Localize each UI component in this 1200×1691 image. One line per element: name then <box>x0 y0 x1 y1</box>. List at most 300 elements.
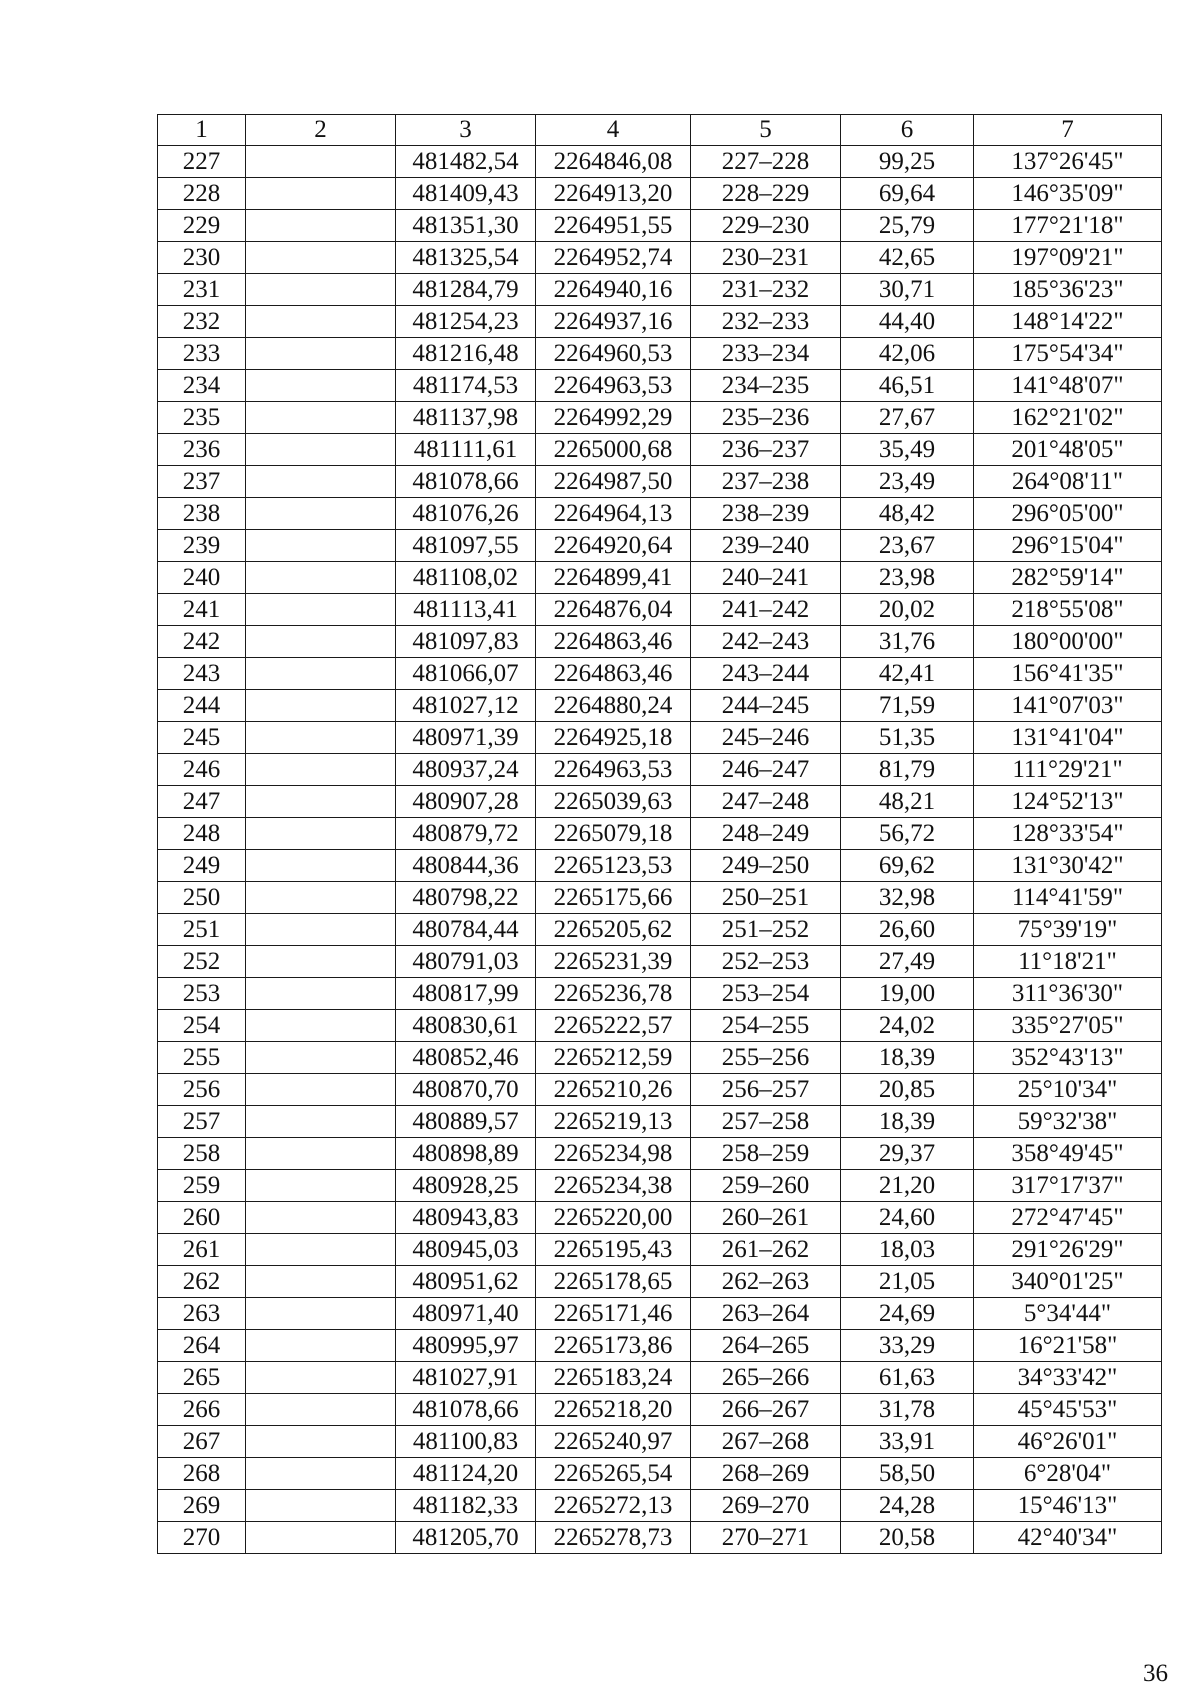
table-row <box>158 146 1162 178</box>
point-number-cell: 232 <box>158 306 246 338</box>
point-number-cell: 245 <box>158 722 246 754</box>
point-number-cell: 257 <box>158 1106 246 1138</box>
length-cell: 58,50 <box>841 1458 974 1490</box>
blank-cell <box>246 1010 396 1042</box>
y-coordinate-cell: 2265234,98 <box>536 1138 691 1170</box>
segment-cell: 269–270 <box>691 1490 841 1522</box>
table-row <box>158 1426 1162 1458</box>
point-number-cell: 254 <box>158 1010 246 1042</box>
blank-cell <box>246 370 396 402</box>
segment-cell: 239–240 <box>691 530 841 562</box>
segment-cell: 236–237 <box>691 434 841 466</box>
blank-cell <box>246 146 396 178</box>
x-coordinate-cell: 481097,55 <box>396 530 536 562</box>
y-coordinate-cell: 2264963,53 <box>536 370 691 402</box>
blank-cell <box>246 402 396 434</box>
x-coordinate-cell: 481076,26 <box>396 498 536 530</box>
table-row <box>158 1298 1162 1330</box>
x-coordinate-cell: 480852,46 <box>396 1042 536 1074</box>
segment-cell: 254–255 <box>691 1010 841 1042</box>
x-coordinate-cell: 480995,97 <box>396 1330 536 1362</box>
blank-cell <box>246 1394 396 1426</box>
y-coordinate-cell: 2264920,64 <box>536 530 691 562</box>
bearing-cell: 5°34'44" <box>974 1298 1162 1330</box>
table-row <box>158 242 1162 274</box>
bearing-cell: 146°35'09" <box>974 178 1162 210</box>
point-number-cell: 231 <box>158 274 246 306</box>
y-coordinate-cell: 2265236,78 <box>536 978 691 1010</box>
x-coordinate-cell: 481205,70 <box>396 1522 536 1554</box>
bearing-cell: 175°54'34" <box>974 338 1162 370</box>
length-cell: 69,64 <box>841 178 974 210</box>
point-number-cell: 269 <box>158 1490 246 1522</box>
segment-cell: 266–267 <box>691 1394 841 1426</box>
table-row <box>158 850 1162 882</box>
length-cell: 18,03 <box>841 1234 974 1266</box>
point-number-cell: 264 <box>158 1330 246 1362</box>
blank-cell <box>246 1522 396 1554</box>
blank-cell <box>246 1138 396 1170</box>
x-coordinate-cell: 481100,83 <box>396 1426 536 1458</box>
blank-cell <box>246 1330 396 1362</box>
segment-cell: 233–234 <box>691 338 841 370</box>
segment-cell: 242–243 <box>691 626 841 658</box>
blank-cell <box>246 1490 396 1522</box>
table-row <box>158 946 1162 978</box>
x-coordinate-cell: 481254,23 <box>396 306 536 338</box>
segment-cell: 255–256 <box>691 1042 841 1074</box>
table-row <box>158 786 1162 818</box>
bearing-cell: 131°30'42" <box>974 850 1162 882</box>
segment-cell: 245–246 <box>691 722 841 754</box>
point-number-cell: 266 <box>158 1394 246 1426</box>
bearing-cell: 201°48'05" <box>974 434 1162 466</box>
segment-cell: 249–250 <box>691 850 841 882</box>
length-cell: 44,40 <box>841 306 974 338</box>
x-coordinate-cell: 481078,66 <box>396 1394 536 1426</box>
table-row <box>158 1074 1162 1106</box>
x-coordinate-cell: 480971,39 <box>396 722 536 754</box>
segment-cell: 270–271 <box>691 1522 841 1554</box>
blank-cell <box>246 210 396 242</box>
table-row <box>158 1234 1162 1266</box>
table-row <box>158 1394 1162 1426</box>
bearing-cell: 156°41'35" <box>974 658 1162 690</box>
x-coordinate-cell: 480937,24 <box>396 754 536 786</box>
table-body <box>158 146 1162 1554</box>
blank-cell <box>246 338 396 370</box>
x-coordinate-cell: 481027,12 <box>396 690 536 722</box>
length-cell: 31,76 <box>841 626 974 658</box>
point-number-cell: 238 <box>158 498 246 530</box>
length-cell: 81,79 <box>841 754 974 786</box>
length-cell: 35,49 <box>841 434 974 466</box>
x-coordinate-cell: 480907,28 <box>396 786 536 818</box>
table-row <box>158 210 1162 242</box>
y-coordinate-cell: 2264899,41 <box>536 562 691 594</box>
length-cell: 19,00 <box>841 978 974 1010</box>
table-row <box>158 1202 1162 1234</box>
point-number-cell: 262 <box>158 1266 246 1298</box>
length-cell: 51,35 <box>841 722 974 754</box>
x-coordinate-cell: 480951,62 <box>396 1266 536 1298</box>
length-cell: 48,42 <box>841 498 974 530</box>
length-cell: 29,37 <box>841 1138 974 1170</box>
bearing-cell: 340°01'25" <box>974 1266 1162 1298</box>
segment-cell: 267–268 <box>691 1426 841 1458</box>
length-cell: 69,62 <box>841 850 974 882</box>
length-cell: 20,02 <box>841 594 974 626</box>
segment-cell: 258–259 <box>691 1138 841 1170</box>
y-coordinate-cell: 2265123,53 <box>536 850 691 882</box>
bearing-cell: 317°17'37" <box>974 1170 1162 1202</box>
y-coordinate-cell: 2264846,08 <box>536 146 691 178</box>
blank-cell <box>246 466 396 498</box>
segment-cell: 252–253 <box>691 946 841 978</box>
y-coordinate-cell: 2264992,29 <box>536 402 691 434</box>
table-row <box>158 1138 1162 1170</box>
table-row <box>158 1266 1162 1298</box>
point-number-cell: 268 <box>158 1458 246 1490</box>
point-number-cell: 259 <box>158 1170 246 1202</box>
length-cell: 23,98 <box>841 562 974 594</box>
y-coordinate-cell: 2265210,26 <box>536 1074 691 1106</box>
segment-cell: 257–258 <box>691 1106 841 1138</box>
column-header: 7 <box>974 115 1162 146</box>
y-coordinate-cell: 2264940,16 <box>536 274 691 306</box>
x-coordinate-cell: 480889,57 <box>396 1106 536 1138</box>
point-number-cell: 236 <box>158 434 246 466</box>
segment-cell: 244–245 <box>691 690 841 722</box>
x-coordinate-cell: 481174,53 <box>396 370 536 402</box>
segment-cell: 229–230 <box>691 210 841 242</box>
x-coordinate-cell: 481182,33 <box>396 1490 536 1522</box>
blank-cell <box>246 1298 396 1330</box>
segment-cell: 246–247 <box>691 754 841 786</box>
y-coordinate-cell: 2265265,54 <box>536 1458 691 1490</box>
point-number-cell: 239 <box>158 530 246 562</box>
table-row <box>158 306 1162 338</box>
length-cell: 33,29 <box>841 1330 974 1362</box>
point-number-cell: 242 <box>158 626 246 658</box>
length-cell: 20,85 <box>841 1074 974 1106</box>
y-coordinate-cell: 2264863,46 <box>536 626 691 658</box>
table-row <box>158 818 1162 850</box>
x-coordinate-cell: 481111,61 <box>396 434 536 466</box>
bearing-cell: 131°41'04" <box>974 722 1162 754</box>
blank-cell <box>246 690 396 722</box>
point-number-cell: 237 <box>158 466 246 498</box>
length-cell: 71,59 <box>841 690 974 722</box>
point-number-cell: 270 <box>158 1522 246 1554</box>
segment-cell: 253–254 <box>691 978 841 1010</box>
length-cell: 25,79 <box>841 210 974 242</box>
bearing-cell: 124°52'13" <box>974 786 1162 818</box>
bearing-cell: 46°26'01" <box>974 1426 1162 1458</box>
blank-cell <box>246 754 396 786</box>
bearing-cell: 148°14'22" <box>974 306 1162 338</box>
segment-cell: 241–242 <box>691 594 841 626</box>
table-row <box>158 1042 1162 1074</box>
bearing-cell: 358°49'45" <box>974 1138 1162 1170</box>
length-cell: 24,60 <box>841 1202 974 1234</box>
point-number-cell: 258 <box>158 1138 246 1170</box>
blank-cell <box>246 274 396 306</box>
length-cell: 18,39 <box>841 1106 974 1138</box>
point-number-cell: 234 <box>158 370 246 402</box>
y-coordinate-cell: 2265205,62 <box>536 914 691 946</box>
blank-cell <box>246 1074 396 1106</box>
x-coordinate-cell: 480784,44 <box>396 914 536 946</box>
point-number-cell: 251 <box>158 914 246 946</box>
y-coordinate-cell: 2264876,04 <box>536 594 691 626</box>
y-coordinate-cell: 2265220,00 <box>536 1202 691 1234</box>
length-cell: 27,49 <box>841 946 974 978</box>
segment-cell: 250–251 <box>691 882 841 914</box>
y-coordinate-cell: 2264937,16 <box>536 306 691 338</box>
length-cell: 24,28 <box>841 1490 974 1522</box>
length-cell: 31,78 <box>841 1394 974 1426</box>
blank-cell <box>246 1202 396 1234</box>
column-header: 5 <box>691 115 841 146</box>
point-number-cell: 250 <box>158 882 246 914</box>
segment-cell: 231–232 <box>691 274 841 306</box>
point-number-cell: 240 <box>158 562 246 594</box>
segment-cell: 228–229 <box>691 178 841 210</box>
x-coordinate-cell: 481325,54 <box>396 242 536 274</box>
y-coordinate-cell: 2264951,55 <box>536 210 691 242</box>
blank-cell <box>246 658 396 690</box>
segment-cell: 227–228 <box>691 146 841 178</box>
y-coordinate-cell: 2265231,39 <box>536 946 691 978</box>
x-coordinate-cell: 480830,61 <box>396 1010 536 1042</box>
length-cell: 42,06 <box>841 338 974 370</box>
x-coordinate-cell: 481066,07 <box>396 658 536 690</box>
x-coordinate-cell: 481097,83 <box>396 626 536 658</box>
blank-cell <box>246 1362 396 1394</box>
length-cell: 26,60 <box>841 914 974 946</box>
length-cell: 99,25 <box>841 146 974 178</box>
bearing-cell: 128°33'54" <box>974 818 1162 850</box>
y-coordinate-cell: 2265171,46 <box>536 1298 691 1330</box>
table-row <box>158 722 1162 754</box>
x-coordinate-cell: 480971,40 <box>396 1298 536 1330</box>
blank-cell <box>246 242 396 274</box>
table-row <box>158 1522 1162 1554</box>
y-coordinate-cell: 2264960,53 <box>536 338 691 370</box>
y-coordinate-cell: 2265218,20 <box>536 1394 691 1426</box>
y-coordinate-cell: 2264952,74 <box>536 242 691 274</box>
point-number-cell: 230 <box>158 242 246 274</box>
table-row <box>158 370 1162 402</box>
y-coordinate-cell: 2265173,86 <box>536 1330 691 1362</box>
x-coordinate-cell: 481124,20 <box>396 1458 536 1490</box>
segment-cell: 234–235 <box>691 370 841 402</box>
blank-cell <box>246 1266 396 1298</box>
x-coordinate-cell: 480817,99 <box>396 978 536 1010</box>
table-row <box>158 1106 1162 1138</box>
segment-cell: 264–265 <box>691 1330 841 1362</box>
point-number-cell: 249 <box>158 850 246 882</box>
bearing-cell: 180°00'00" <box>974 626 1162 658</box>
y-coordinate-cell: 2264863,46 <box>536 658 691 690</box>
point-number-cell: 265 <box>158 1362 246 1394</box>
point-number-cell: 235 <box>158 402 246 434</box>
segment-cell: 261–262 <box>691 1234 841 1266</box>
bearing-cell: 137°26'45" <box>974 146 1162 178</box>
y-coordinate-cell: 2265278,73 <box>536 1522 691 1554</box>
length-cell: 24,02 <box>841 1010 974 1042</box>
blank-cell <box>246 306 396 338</box>
point-number-cell: 255 <box>158 1042 246 1074</box>
column-header: 6 <box>841 115 974 146</box>
bearing-cell: 42°40'34" <box>974 1522 1162 1554</box>
blank-cell <box>246 722 396 754</box>
segment-cell: 256–257 <box>691 1074 841 1106</box>
point-number-cell: 233 <box>158 338 246 370</box>
length-cell: 56,72 <box>841 818 974 850</box>
length-cell: 24,69 <box>841 1298 974 1330</box>
x-coordinate-cell: 480945,03 <box>396 1234 536 1266</box>
page-number: 36 <box>1143 1660 1168 1687</box>
point-number-cell: 267 <box>158 1426 246 1458</box>
y-coordinate-cell: 2265183,24 <box>536 1362 691 1394</box>
bearing-cell: 311°36'30" <box>974 978 1162 1010</box>
blank-cell <box>246 562 396 594</box>
header-row <box>158 115 1162 146</box>
table-row <box>158 1170 1162 1202</box>
length-cell: 61,63 <box>841 1362 974 1394</box>
y-coordinate-cell: 2265175,66 <box>536 882 691 914</box>
y-coordinate-cell: 2265195,43 <box>536 1234 691 1266</box>
segment-cell: 232–233 <box>691 306 841 338</box>
table-row <box>158 1330 1162 1362</box>
bearing-cell: 197°09'21" <box>974 242 1162 274</box>
segment-cell: 235–236 <box>691 402 841 434</box>
y-coordinate-cell: 2264987,50 <box>536 466 691 498</box>
bearing-cell: 25°10'34" <box>974 1074 1162 1106</box>
segment-cell: 243–244 <box>691 658 841 690</box>
segment-cell: 260–261 <box>691 1202 841 1234</box>
column-header: 2 <box>246 115 396 146</box>
point-number-cell: 228 <box>158 178 246 210</box>
y-coordinate-cell: 2265219,13 <box>536 1106 691 1138</box>
x-coordinate-cell: 480870,70 <box>396 1074 536 1106</box>
length-cell: 32,98 <box>841 882 974 914</box>
y-coordinate-cell: 2264925,18 <box>536 722 691 754</box>
table-row <box>158 658 1162 690</box>
bearing-cell: 352°43'13" <box>974 1042 1162 1074</box>
segment-cell: 240–241 <box>691 562 841 594</box>
table-row <box>158 530 1162 562</box>
table-row <box>158 1490 1162 1522</box>
bearing-cell: 282°59'14" <box>974 562 1162 594</box>
bearing-cell: 59°32'38" <box>974 1106 1162 1138</box>
segment-cell: 265–266 <box>691 1362 841 1394</box>
length-cell: 30,71 <box>841 274 974 306</box>
y-coordinate-cell: 2265079,18 <box>536 818 691 850</box>
point-number-cell: 263 <box>158 1298 246 1330</box>
blank-cell <box>246 1426 396 1458</box>
table-row <box>158 498 1162 530</box>
blank-cell <box>246 786 396 818</box>
coordinates-table <box>157 114 1162 1554</box>
x-coordinate-cell: 481409,43 <box>396 178 536 210</box>
table-row <box>158 402 1162 434</box>
length-cell: 48,21 <box>841 786 974 818</box>
y-coordinate-cell: 2265000,68 <box>536 434 691 466</box>
bearing-cell: 218°55'08" <box>974 594 1162 626</box>
x-coordinate-cell: 481137,98 <box>396 402 536 434</box>
bearing-cell: 162°21'02" <box>974 402 1162 434</box>
bearing-cell: 291°26'29" <box>974 1234 1162 1266</box>
blank-cell <box>246 914 396 946</box>
length-cell: 21,05 <box>841 1266 974 1298</box>
column-header: 4 <box>536 115 691 146</box>
x-coordinate-cell: 481027,91 <box>396 1362 536 1394</box>
y-coordinate-cell: 2264880,24 <box>536 690 691 722</box>
blank-cell <box>246 594 396 626</box>
table-row <box>158 978 1162 1010</box>
bearing-cell: 6°28'04" <box>974 1458 1162 1490</box>
y-coordinate-cell: 2264913,20 <box>536 178 691 210</box>
point-number-cell: 243 <box>158 658 246 690</box>
point-number-cell: 252 <box>158 946 246 978</box>
bearing-cell: 34°33'42" <box>974 1362 1162 1394</box>
table-row <box>158 1362 1162 1394</box>
point-number-cell: 247 <box>158 786 246 818</box>
y-coordinate-cell: 2265272,13 <box>536 1490 691 1522</box>
bearing-cell: 185°36'23" <box>974 274 1162 306</box>
blank-cell <box>246 1170 396 1202</box>
y-coordinate-cell: 2265240,97 <box>536 1426 691 1458</box>
point-number-cell: 241 <box>158 594 246 626</box>
bearing-cell: 272°47'45" <box>974 1202 1162 1234</box>
segment-cell: 237–238 <box>691 466 841 498</box>
x-coordinate-cell: 481113,41 <box>396 594 536 626</box>
x-coordinate-cell: 481351,30 <box>396 210 536 242</box>
point-number-cell: 244 <box>158 690 246 722</box>
bearing-cell: 114°41'59" <box>974 882 1162 914</box>
segment-cell: 251–252 <box>691 914 841 946</box>
x-coordinate-cell: 481078,66 <box>396 466 536 498</box>
x-coordinate-cell: 480898,89 <box>396 1138 536 1170</box>
x-coordinate-cell: 480943,83 <box>396 1202 536 1234</box>
x-coordinate-cell: 480798,22 <box>396 882 536 914</box>
table-row <box>158 690 1162 722</box>
blank-cell <box>246 434 396 466</box>
length-cell: 42,41 <box>841 658 974 690</box>
length-cell: 33,91 <box>841 1426 974 1458</box>
bearing-cell: 45°45'53" <box>974 1394 1162 1426</box>
x-coordinate-cell: 480791,03 <box>396 946 536 978</box>
length-cell: 23,49 <box>841 466 974 498</box>
blank-cell <box>246 818 396 850</box>
bearing-cell: 141°07'03" <box>974 690 1162 722</box>
table-row <box>158 274 1162 306</box>
x-coordinate-cell: 481108,02 <box>396 562 536 594</box>
y-coordinate-cell: 2265039,63 <box>536 786 691 818</box>
point-number-cell: 261 <box>158 1234 246 1266</box>
y-coordinate-cell: 2265212,59 <box>536 1042 691 1074</box>
y-coordinate-cell: 2265234,38 <box>536 1170 691 1202</box>
x-coordinate-cell: 481216,48 <box>396 338 536 370</box>
segment-cell: 262–263 <box>691 1266 841 1298</box>
bearing-cell: 15°46'13" <box>974 1490 1162 1522</box>
blank-cell <box>246 1042 396 1074</box>
table-row <box>158 434 1162 466</box>
segment-cell: 268–269 <box>691 1458 841 1490</box>
